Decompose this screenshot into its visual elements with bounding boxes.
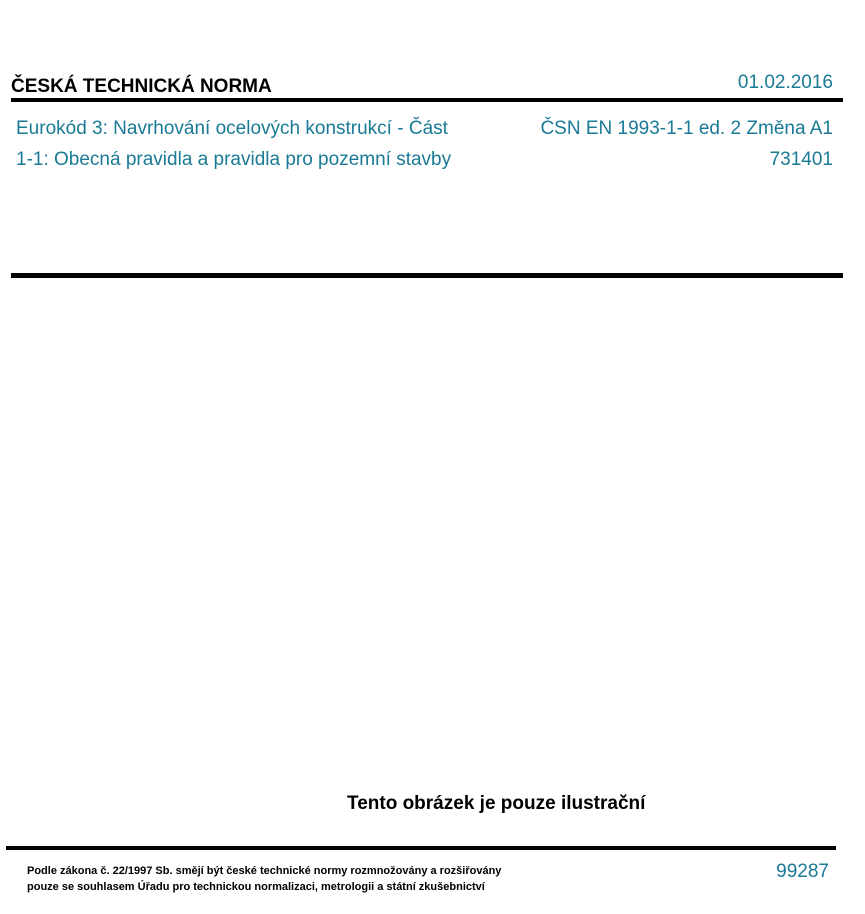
publication-date: 01.02.2016 xyxy=(737,72,833,93)
classification-code: 731401 xyxy=(769,149,833,170)
header-divider xyxy=(11,98,843,102)
document-type-heading: ČESKÁ TECHNICKÁ NORMA xyxy=(11,76,272,97)
copyright-notice-line-2: pouze se souhlasem Úřadu pro technickou normalizaci, metrologii a státní zkušebnictví xyxy=(27,881,485,893)
catalog-number: 99287 xyxy=(776,861,829,882)
standard-title-line-1: Eurokód 3: Navrhování ocelových konstrukcí - Část xyxy=(16,118,448,139)
copyright-notice-line-1: Podle zákona č. 22/1997 Sb. smějí být české technické normy rozmnožovány a rozšiřovány xyxy=(27,865,502,877)
footer-divider xyxy=(6,846,836,850)
copyright-notice xyxy=(27,863,501,895)
illustration-notice: Tento obrázek je pouze ilustrační xyxy=(347,793,646,814)
standard-identifier: ČSN EN 1993-1-1 ed. 2 Změna A1 xyxy=(540,118,833,139)
standard-title-line-2: 1-1: Obecná pravidla a pravidla pro pozemní stavby xyxy=(16,149,452,170)
title-divider xyxy=(11,273,843,278)
